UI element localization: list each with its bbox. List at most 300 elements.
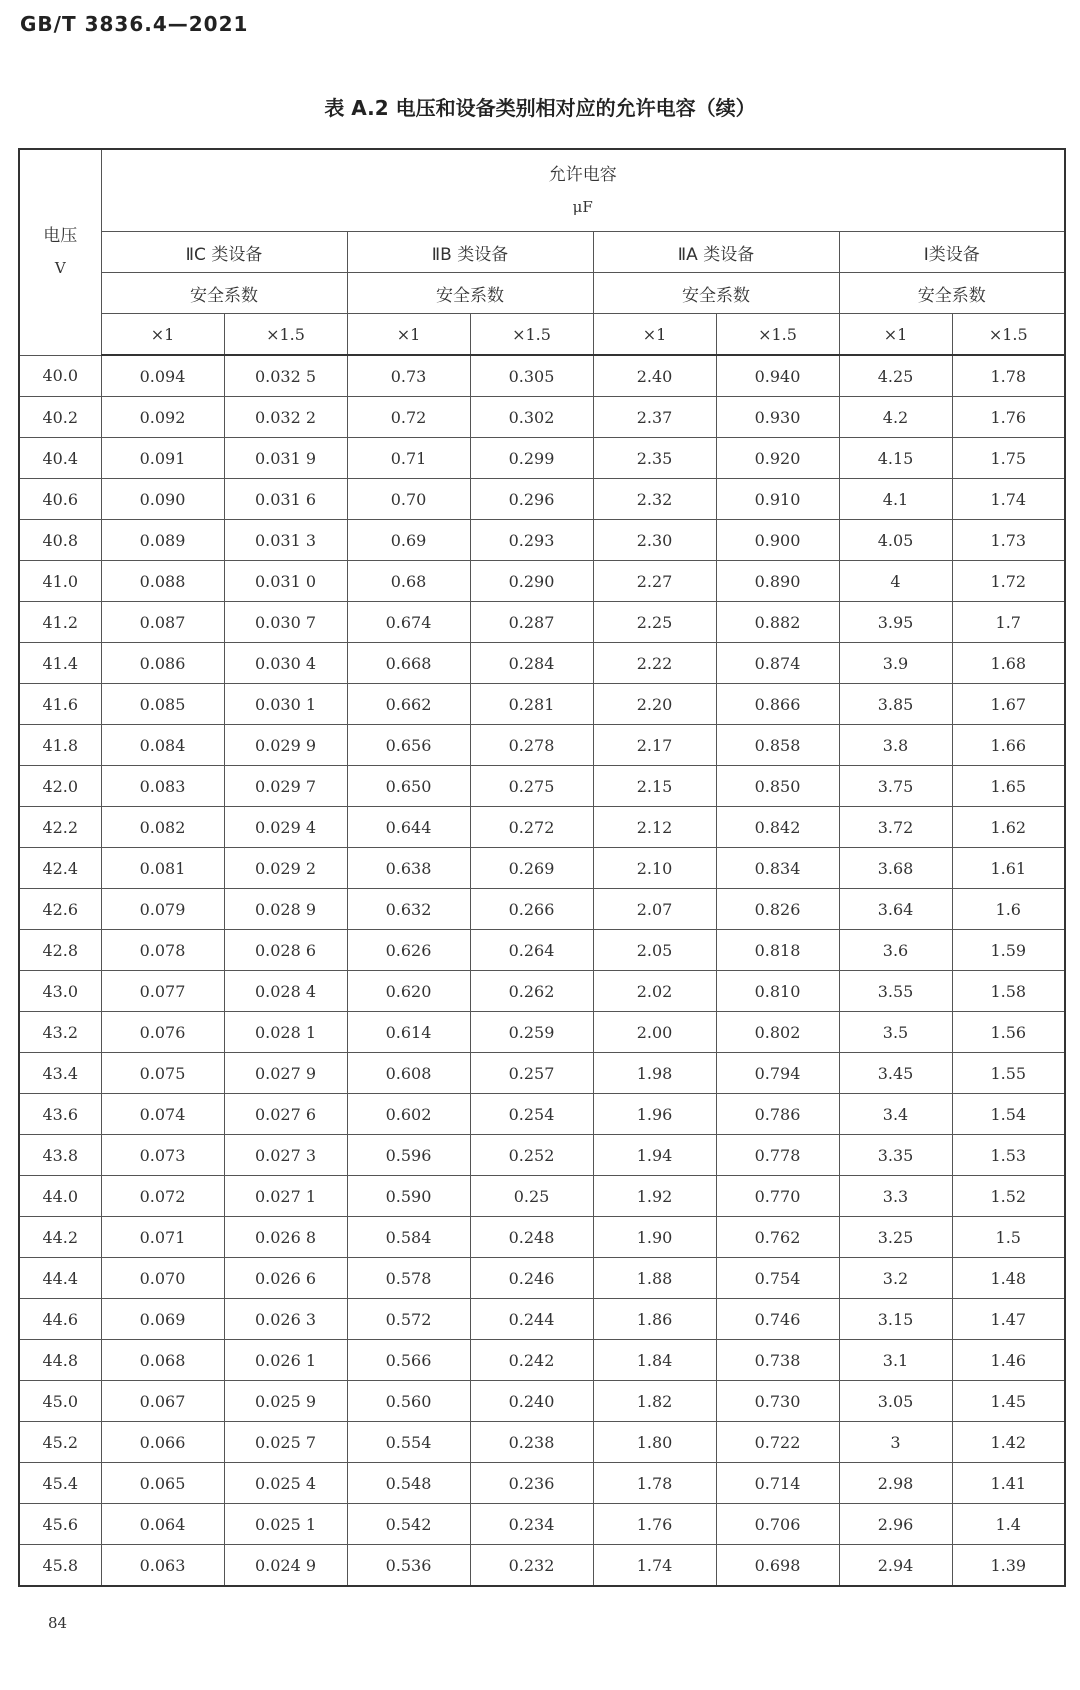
table-row (19, 1135, 1065, 1176)
factor-header: ×1 (839, 314, 952, 356)
capacitance-cell: 0.920 (716, 438, 839, 479)
capacitance-cell: 1.88 (593, 1258, 716, 1299)
voltage-cell: 44.8 (19, 1340, 101, 1381)
capacitance-cell: 0.027 3 (224, 1135, 347, 1176)
capacitance-cell: 4.1 (839, 479, 952, 520)
capacitance-table (18, 148, 1066, 1587)
capacitance-cell: 3.55 (839, 971, 952, 1012)
capacitance-cell: 0.802 (716, 1012, 839, 1053)
capacitance-cell: 2.02 (593, 971, 716, 1012)
group-header-iib: ⅡB 类设备 (347, 232, 593, 273)
capacitance-cell: 0.834 (716, 848, 839, 889)
capacitance-cell: 0.252 (470, 1135, 593, 1176)
capacitance-cell: 3.8 (839, 725, 952, 766)
group-header-iic: ⅡC 类设备 (101, 232, 347, 273)
voltage-unit: V (54, 259, 66, 278)
capacitance-cell: 0.746 (716, 1299, 839, 1340)
capacitance-cell: 0.714 (716, 1463, 839, 1504)
capacitance-cell: 0.063 (101, 1545, 224, 1587)
capacitance-cell: 0.240 (470, 1381, 593, 1422)
capacitance-cell: 0.644 (347, 807, 470, 848)
table-row (19, 1012, 1065, 1053)
capacitance-cell: 0.067 (101, 1381, 224, 1422)
capacitance-cell: 0.698 (716, 1545, 839, 1587)
capacitance-cell: 0.031 9 (224, 438, 347, 479)
capacitance-cell: 1.78 (593, 1463, 716, 1504)
capacitance-cell: 0.566 (347, 1340, 470, 1381)
capacitance-cell: 0.026 1 (224, 1340, 347, 1381)
capacitance-cell: 0.025 9 (224, 1381, 347, 1422)
table-row (19, 930, 1065, 971)
capacitance-cell: 0.668 (347, 643, 470, 684)
capacitance-cell: 0.264 (470, 930, 593, 971)
capacitance-cell: 1.7 (952, 602, 1065, 643)
capacitance-cell: 3.75 (839, 766, 952, 807)
capacitance-cell: 2.32 (593, 479, 716, 520)
capacitance-unit: μF (572, 197, 593, 216)
capacitance-cell: 0.632 (347, 889, 470, 930)
capacitance-cell: 1.54 (952, 1094, 1065, 1135)
capacitance-cell: 0.030 1 (224, 684, 347, 725)
safety-factor-header-i: 安全系数 (839, 273, 1065, 314)
capacitance-cell: 3.6 (839, 930, 952, 971)
voltage-label: 电压 (43, 226, 78, 247)
capacitance-cell: 1.73 (952, 520, 1065, 561)
capacitance-cell: 1.96 (593, 1094, 716, 1135)
capacitance-cell: 0.794 (716, 1053, 839, 1094)
voltage-cell: 41.6 (19, 684, 101, 725)
capacitance-cell: 0.242 (470, 1340, 593, 1381)
capacitance-cell: 0.094 (101, 355, 224, 397)
capacitance-cell: 1.45 (952, 1381, 1065, 1422)
capacitance-cell: 0.674 (347, 602, 470, 643)
capacitance-cell: 0.542 (347, 1504, 470, 1545)
table-row (19, 1053, 1065, 1094)
voltage-cell: 41.8 (19, 725, 101, 766)
page-number: 84 (48, 1614, 68, 1632)
factor-header: ×1.5 (716, 314, 839, 356)
table-row (19, 520, 1065, 561)
capacitance-cell: 1.76 (952, 397, 1065, 438)
capacitance-cell: 0.069 (101, 1299, 224, 1340)
voltage-cell: 43.8 (19, 1135, 101, 1176)
capacitance-cell: 0.074 (101, 1094, 224, 1135)
capacitance-cell: 0.028 9 (224, 889, 347, 930)
capacitance-cell: 0.722 (716, 1422, 839, 1463)
capacitance-cell: 1.56 (952, 1012, 1065, 1053)
capacitance-cell: 0.71 (347, 438, 470, 479)
table-row (19, 1094, 1065, 1135)
capacitance-cell: 1.42 (952, 1422, 1065, 1463)
capacitance-cell: 0.029 2 (224, 848, 347, 889)
capacitance-cell: 0.032 5 (224, 355, 347, 397)
capacitance-cell: 0.025 4 (224, 1463, 347, 1504)
voltage-cell: 45.0 (19, 1381, 101, 1422)
capacitance-cell: 2.98 (839, 1463, 952, 1504)
capacitance-cell: 1.59 (952, 930, 1065, 971)
capacitance-cell: 0.706 (716, 1504, 839, 1545)
capacitance-cell: 3.4 (839, 1094, 952, 1135)
capacitance-cell: 2.00 (593, 1012, 716, 1053)
table-row (19, 643, 1065, 684)
table-row (19, 766, 1065, 807)
capacitance-cell: 0.248 (470, 1217, 593, 1258)
capacitance-cell: 1.74 (952, 479, 1065, 520)
capacitance-cell: 1.92 (593, 1176, 716, 1217)
voltage-cell: 42.2 (19, 807, 101, 848)
capacitance-cell: 0.866 (716, 684, 839, 725)
capacitance-cell: 3.85 (839, 684, 952, 725)
voltage-cell: 42.8 (19, 930, 101, 971)
capacitance-cell: 0.027 6 (224, 1094, 347, 1135)
capacitance-cell: 0.608 (347, 1053, 470, 1094)
capacitance-cell: 0.858 (716, 725, 839, 766)
capacitance-cell: 0.078 (101, 930, 224, 971)
capacitance-cell: 3.95 (839, 602, 952, 643)
capacitance-cell: 1.67 (952, 684, 1065, 725)
voltage-cell: 41.2 (19, 602, 101, 643)
table-row (19, 848, 1065, 889)
capacitance-cell: 0.572 (347, 1299, 470, 1340)
capacitance-cell: 4 (839, 561, 952, 602)
capacitance-cell: 0.088 (101, 561, 224, 602)
table-row (19, 725, 1065, 766)
capacitance-cell: 0.73 (347, 355, 470, 397)
safety-factor-header-iib: 安全系数 (347, 273, 593, 314)
capacitance-cell: 0.032 2 (224, 397, 347, 438)
capacitance-cell: 0.842 (716, 807, 839, 848)
capacitance-cell: 0.086 (101, 643, 224, 684)
capacitance-cell: 0.236 (470, 1463, 593, 1504)
capacitance-cell: 0.72 (347, 397, 470, 438)
capacitance-cell: 0.257 (470, 1053, 593, 1094)
table-row (19, 1381, 1065, 1422)
capacitance-cell: 0.818 (716, 930, 839, 971)
table-row (19, 1340, 1065, 1381)
table-row (19, 1545, 1065, 1587)
capacitance-cell: 3.68 (839, 848, 952, 889)
capacitance-cell: 3.3 (839, 1176, 952, 1217)
capacitance-cell: 0.548 (347, 1463, 470, 1504)
capacitance-cell: 0.614 (347, 1012, 470, 1053)
capacitance-cell: 0.850 (716, 766, 839, 807)
capacitance-cell: 3.35 (839, 1135, 952, 1176)
capacitance-cell: 1.48 (952, 1258, 1065, 1299)
capacitance-cell: 0.638 (347, 848, 470, 889)
capacitance-cell: 1.78 (952, 355, 1065, 397)
capacitance-cell: 0.065 (101, 1463, 224, 1504)
capacitance-cell: 3.72 (839, 807, 952, 848)
capacitance-cell: 0.025 7 (224, 1422, 347, 1463)
capacitance-cell: 0.028 4 (224, 971, 347, 1012)
capacitance-cell: 1.74 (593, 1545, 716, 1587)
capacitance-cell: 2.05 (593, 930, 716, 971)
capacitance-label: 允许电容 (548, 164, 617, 185)
capacitance-cell: 0.620 (347, 971, 470, 1012)
capacitance-cell: 0.238 (470, 1422, 593, 1463)
capacitance-cell: 0.079 (101, 889, 224, 930)
capacitance-cell: 3.45 (839, 1053, 952, 1094)
capacitance-cell: 0.031 0 (224, 561, 347, 602)
capacitance-cell: 0.084 (101, 725, 224, 766)
capacitance-cell: 1.4 (952, 1504, 1065, 1545)
capacitance-cell: 0.70 (347, 479, 470, 520)
table-row (19, 1463, 1065, 1504)
capacitance-cell: 0.786 (716, 1094, 839, 1135)
capacitance-cell: 2.07 (593, 889, 716, 930)
table-row (19, 1299, 1065, 1340)
capacitance-cell: 0.272 (470, 807, 593, 848)
capacitance-cell: 1.68 (952, 643, 1065, 684)
table-row (19, 1258, 1065, 1299)
capacitance-cell: 0.778 (716, 1135, 839, 1176)
capacitance-cell: 1.98 (593, 1053, 716, 1094)
capacitance-cell: 1.76 (593, 1504, 716, 1545)
document-code: GB/T 3836.4—2021 (20, 12, 249, 36)
table-row (19, 355, 1065, 397)
voltage-cell: 44.2 (19, 1217, 101, 1258)
capacitance-cell: 0.874 (716, 643, 839, 684)
capacitance-cell: 2.10 (593, 848, 716, 889)
capacitance-cell: 0.890 (716, 561, 839, 602)
table-row (19, 889, 1065, 930)
voltage-cell: 43.4 (19, 1053, 101, 1094)
capacitance-cell: 0.900 (716, 520, 839, 561)
capacitance-cell: 0.590 (347, 1176, 470, 1217)
capacitance-cell: 1.90 (593, 1217, 716, 1258)
capacitance-cell: 1.52 (952, 1176, 1065, 1217)
capacitance-cell: 0.602 (347, 1094, 470, 1135)
table-row (19, 479, 1065, 520)
capacitance-cell: 0.278 (470, 725, 593, 766)
capacitance-cell: 2.40 (593, 355, 716, 397)
voltage-cell: 41.4 (19, 643, 101, 684)
voltage-cell: 40.4 (19, 438, 101, 479)
voltage-cell: 42.4 (19, 848, 101, 889)
capacitance-cell: 0.029 9 (224, 725, 347, 766)
capacitance-cell: 0.075 (101, 1053, 224, 1094)
capacitance-cell: 0.762 (716, 1217, 839, 1258)
capacitance-cell: 1.55 (952, 1053, 1065, 1094)
table-row (19, 438, 1065, 479)
capacitance-cell: 0.810 (716, 971, 839, 1012)
capacitance-cell: 4.2 (839, 397, 952, 438)
voltage-cell: 44.6 (19, 1299, 101, 1340)
capacitance-cell: 0.910 (716, 479, 839, 520)
capacitance-cell: 1.86 (593, 1299, 716, 1340)
capacitance-cell: 2.17 (593, 725, 716, 766)
capacitance-cell: 0.266 (470, 889, 593, 930)
capacitance-cell: 0.578 (347, 1258, 470, 1299)
voltage-cell: 44.0 (19, 1176, 101, 1217)
capacitance-cell: 0.68 (347, 561, 470, 602)
capacitance-cell: 0.029 7 (224, 766, 347, 807)
capacitance-cell: 2.30 (593, 520, 716, 561)
voltage-cell: 42.6 (19, 889, 101, 930)
capacitance-cell: 0.070 (101, 1258, 224, 1299)
capacitance-cell: 0.626 (347, 930, 470, 971)
capacitance-cell: 0.024 9 (224, 1545, 347, 1587)
group-header-iia: ⅡA 类设备 (593, 232, 839, 273)
capacitance-cell: 0.092 (101, 397, 224, 438)
capacitance-cell: 1.47 (952, 1299, 1065, 1340)
voltage-header (19, 149, 101, 355)
voltage-cell: 43.2 (19, 1012, 101, 1053)
capacitance-cell: 3 (839, 1422, 952, 1463)
capacitance-cell: 1.5 (952, 1217, 1065, 1258)
capacitance-cell: 0.031 3 (224, 520, 347, 561)
capacitance-cell: 0.290 (470, 561, 593, 602)
capacitance-cell: 2.35 (593, 438, 716, 479)
capacitance-header (101, 149, 1065, 232)
capacitance-cell: 0.087 (101, 602, 224, 643)
capacitance-cell: 4.15 (839, 438, 952, 479)
voltage-cell: 40.8 (19, 520, 101, 561)
capacitance-cell: 0.073 (101, 1135, 224, 1176)
capacitance-cell: 1.61 (952, 848, 1065, 889)
capacitance-cell: 1.80 (593, 1422, 716, 1463)
capacitance-cell: 0.269 (470, 848, 593, 889)
capacitance-cell: 2.27 (593, 561, 716, 602)
capacitance-cell: 1.65 (952, 766, 1065, 807)
capacitance-cell: 1.84 (593, 1340, 716, 1381)
capacitance-cell: 0.077 (101, 971, 224, 1012)
factor-header: ×1 (101, 314, 224, 356)
table-row (19, 397, 1065, 438)
capacitance-cell: 1.46 (952, 1340, 1065, 1381)
table-row (19, 602, 1065, 643)
factor-header: ×1.5 (224, 314, 347, 356)
capacitance-cell: 0.068 (101, 1340, 224, 1381)
capacitance-cell: 0.536 (347, 1545, 470, 1587)
capacitance-cell: 0.738 (716, 1340, 839, 1381)
capacitance-cell: 2.25 (593, 602, 716, 643)
capacitance-cell: 0.030 4 (224, 643, 347, 684)
capacitance-cell: 0.754 (716, 1258, 839, 1299)
table-row (19, 1504, 1065, 1545)
capacitance-cell: 0.882 (716, 602, 839, 643)
capacitance-cell: 3.15 (839, 1299, 952, 1340)
capacitance-cell: 0.091 (101, 438, 224, 479)
capacitance-cell: 1.53 (952, 1135, 1065, 1176)
capacitance-cell: 3.05 (839, 1381, 952, 1422)
capacitance-cell: 4.05 (839, 520, 952, 561)
capacitance-cell: 0.246 (470, 1258, 593, 1299)
table-row (19, 684, 1065, 725)
capacitance-cell: 1.6 (952, 889, 1065, 930)
capacitance-cell: 0.305 (470, 355, 593, 397)
capacitance-cell: 0.071 (101, 1217, 224, 1258)
capacitance-cell: 4.25 (839, 355, 952, 397)
capacitance-cell: 1.94 (593, 1135, 716, 1176)
capacitance-cell: 1.72 (952, 561, 1065, 602)
capacitance-cell: 0.284 (470, 643, 593, 684)
capacitance-cell: 0.770 (716, 1176, 839, 1217)
factor-header: ×1 (347, 314, 470, 356)
capacitance-cell: 3.25 (839, 1217, 952, 1258)
capacitance-cell: 0.066 (101, 1422, 224, 1463)
capacitance-cell: 0.293 (470, 520, 593, 561)
factor-header: ×1.5 (952, 314, 1065, 356)
capacitance-cell: 1.82 (593, 1381, 716, 1422)
capacitance-cell: 0.826 (716, 889, 839, 930)
capacitance-cell: 1.62 (952, 807, 1065, 848)
capacitance-cell: 0.234 (470, 1504, 593, 1545)
capacitance-cell: 2.94 (839, 1545, 952, 1587)
capacitance-cell: 0.262 (470, 971, 593, 1012)
capacitance-cell: 2.12 (593, 807, 716, 848)
capacitance-cell: 0.031 6 (224, 479, 347, 520)
voltage-cell: 40.6 (19, 479, 101, 520)
voltage-cell: 45.4 (19, 1463, 101, 1504)
capacitance-cell: 0.560 (347, 1381, 470, 1422)
factor-header: ×1.5 (470, 314, 593, 356)
capacitance-cell: 0.025 1 (224, 1504, 347, 1545)
capacitance-cell: 0.232 (470, 1545, 593, 1587)
capacitance-cell: 3.9 (839, 643, 952, 684)
capacitance-cell: 0.25 (470, 1176, 593, 1217)
voltage-cell: 41.0 (19, 561, 101, 602)
capacitance-cell: 0.027 1 (224, 1176, 347, 1217)
capacitance-cell: 1.39 (952, 1545, 1065, 1587)
table-row (19, 1217, 1065, 1258)
capacitance-cell: 1.75 (952, 438, 1065, 479)
capacitance-cell: 0.259 (470, 1012, 593, 1053)
voltage-cell: 43.0 (19, 971, 101, 1012)
capacitance-cell: 0.281 (470, 684, 593, 725)
capacitance-cell: 2.22 (593, 643, 716, 684)
capacitance-cell: 0.596 (347, 1135, 470, 1176)
capacitance-cell: 0.69 (347, 520, 470, 561)
capacitance-cell: 0.072 (101, 1176, 224, 1217)
capacitance-cell: 3.5 (839, 1012, 952, 1053)
capacitance-cell: 0.026 8 (224, 1217, 347, 1258)
voltage-cell: 45.2 (19, 1422, 101, 1463)
table-row (19, 561, 1065, 602)
capacitance-cell: 0.064 (101, 1504, 224, 1545)
capacitance-cell: 0.028 6 (224, 930, 347, 971)
capacitance-cell: 0.302 (470, 397, 593, 438)
capacitance-cell: 3.1 (839, 1340, 952, 1381)
table-row (19, 1422, 1065, 1463)
table-row (19, 1176, 1065, 1217)
capacitance-cell: 0.028 1 (224, 1012, 347, 1053)
voltage-cell: 45.8 (19, 1545, 101, 1587)
capacitance-cell: 0.940 (716, 355, 839, 397)
capacitance-cell: 0.029 4 (224, 807, 347, 848)
capacitance-cell: 0.296 (470, 479, 593, 520)
table-row (19, 971, 1065, 1012)
capacitance-cell: 0.930 (716, 397, 839, 438)
capacitance-cell: 2.20 (593, 684, 716, 725)
capacitance-cell: 0.030 7 (224, 602, 347, 643)
safety-factor-header-iia: 安全系数 (593, 273, 839, 314)
voltage-cell: 45.6 (19, 1504, 101, 1545)
group-header-i: Ⅰ类设备 (839, 232, 1065, 273)
capacitance-cell: 2.15 (593, 766, 716, 807)
capacitance-cell: 0.026 6 (224, 1258, 347, 1299)
table-title: 表 A.2 电压和设备类别相对应的允许电容（续） (324, 96, 756, 120)
capacitance-cell: 0.082 (101, 807, 224, 848)
capacitance-cell: 0.730 (716, 1381, 839, 1422)
voltage-cell: 43.6 (19, 1094, 101, 1135)
capacitance-cell: 0.287 (470, 602, 593, 643)
voltage-cell: 42.0 (19, 766, 101, 807)
safety-factor-header-iic: 安全系数 (101, 273, 347, 314)
capacitance-cell: 1.66 (952, 725, 1065, 766)
capacitance-cell: 3.64 (839, 889, 952, 930)
capacitance-cell: 0.027 9 (224, 1053, 347, 1094)
